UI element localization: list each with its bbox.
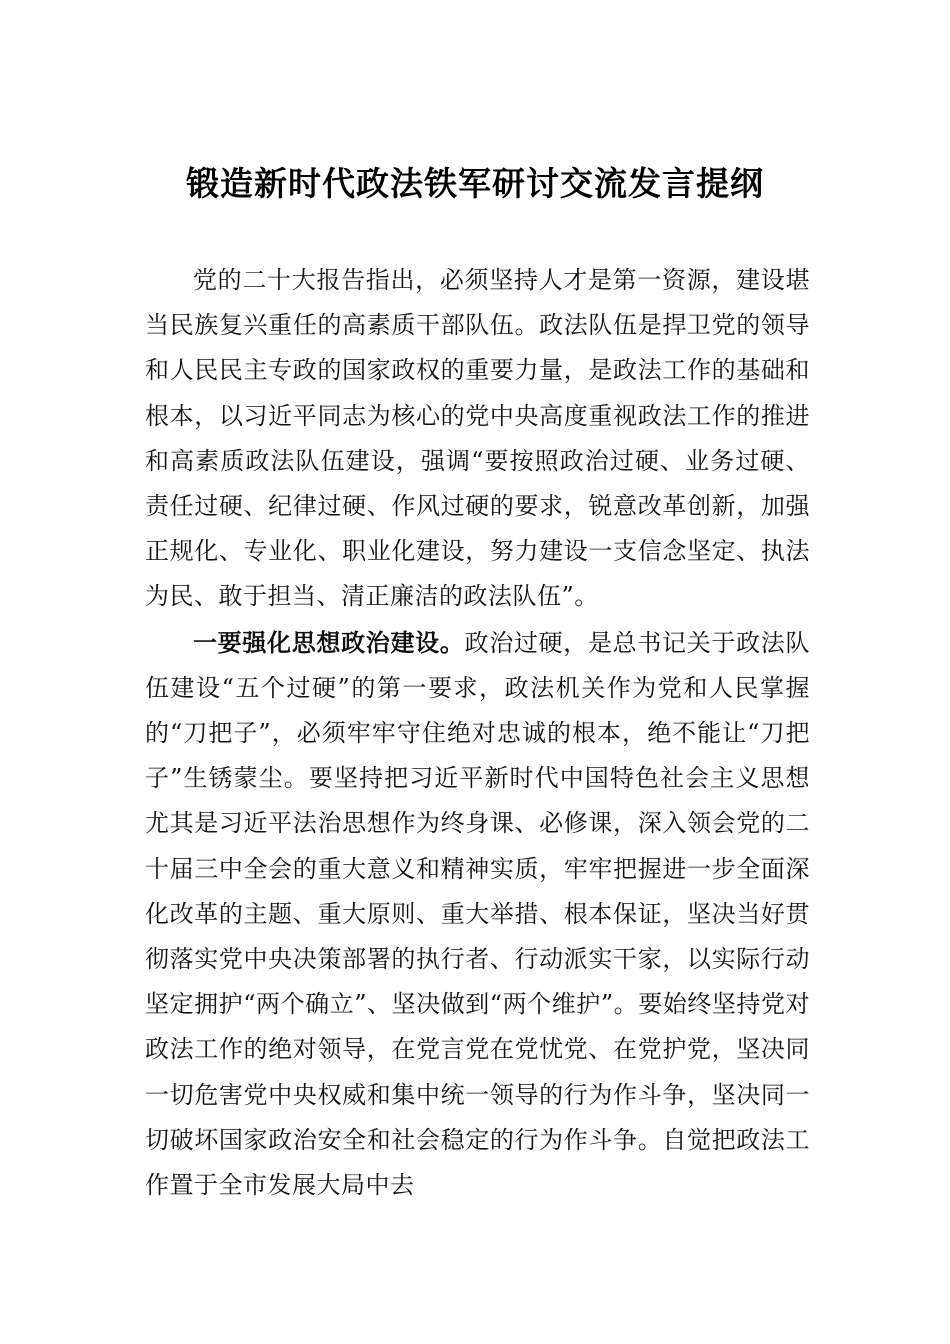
document-title: 锻造新时代政法铁军研讨交流发言提纲 [186, 164, 764, 203]
paragraph-text: 政治过硬，是总书记关于政法队伍建设“五个过硬”的第一要求，政法机关作为党和人民掌握的“刀把子”，必须牢牢守住绝对忠诚的根本，绝不能让“刀把子”生锈蒙尘。要坚持把习近平新时代中国特色社会主义思想尤其是习近平法治思想作为终身课、必修课，深入领会党的二十届三中全会的重大意义和精神实质，牢牢把握进一步全面深化改革的主题、重大原则、重大举措、根本保证，坚决当好贯彻落实党中央决策部署的执行者、行动派实干家，以实际行动坚定拥护“两个确立”、坚决做到“两个维护”。要始终坚持党对政法工作的绝对领导，在党言党在党忧党、在党护党，坚决同一切危害党中央权威和集中统一领导的行为作斗争，坚决同一切破坏国家政治安全和社会稳定的行为作斗争。自觉把政法工作置于全市发展大局中去 [145, 628, 810, 1200]
document-body [145, 258, 810, 1208]
paragraph-intro [145, 258, 810, 620]
paragraph-text: 党的二十大报告指出，必须坚持人才是第一资源，建设堪当民族复兴重任的高素质干部队伍。政法队伍是捍卫党的领导和人民民主专政的国家政权的重要力量，是政法工作的基础和根本，以习近平同志为核心的党中央高度重视政法工作的推进和高素质政法队伍建设，强调“要按照政治过硬、业务过硬、责任过硬、纪律过硬、作风过硬的要求，锐意改革创新，加强正规化、专业化、职业化建设，努力建设一支信念坚定、执法为民、敢于担当、清正廉洁的政法队伍”。 [145, 266, 810, 611]
paragraph-lead-heading: 一要强化思想政治建设。 [193, 627, 465, 657]
paragraph-political-building [145, 620, 810, 1209]
